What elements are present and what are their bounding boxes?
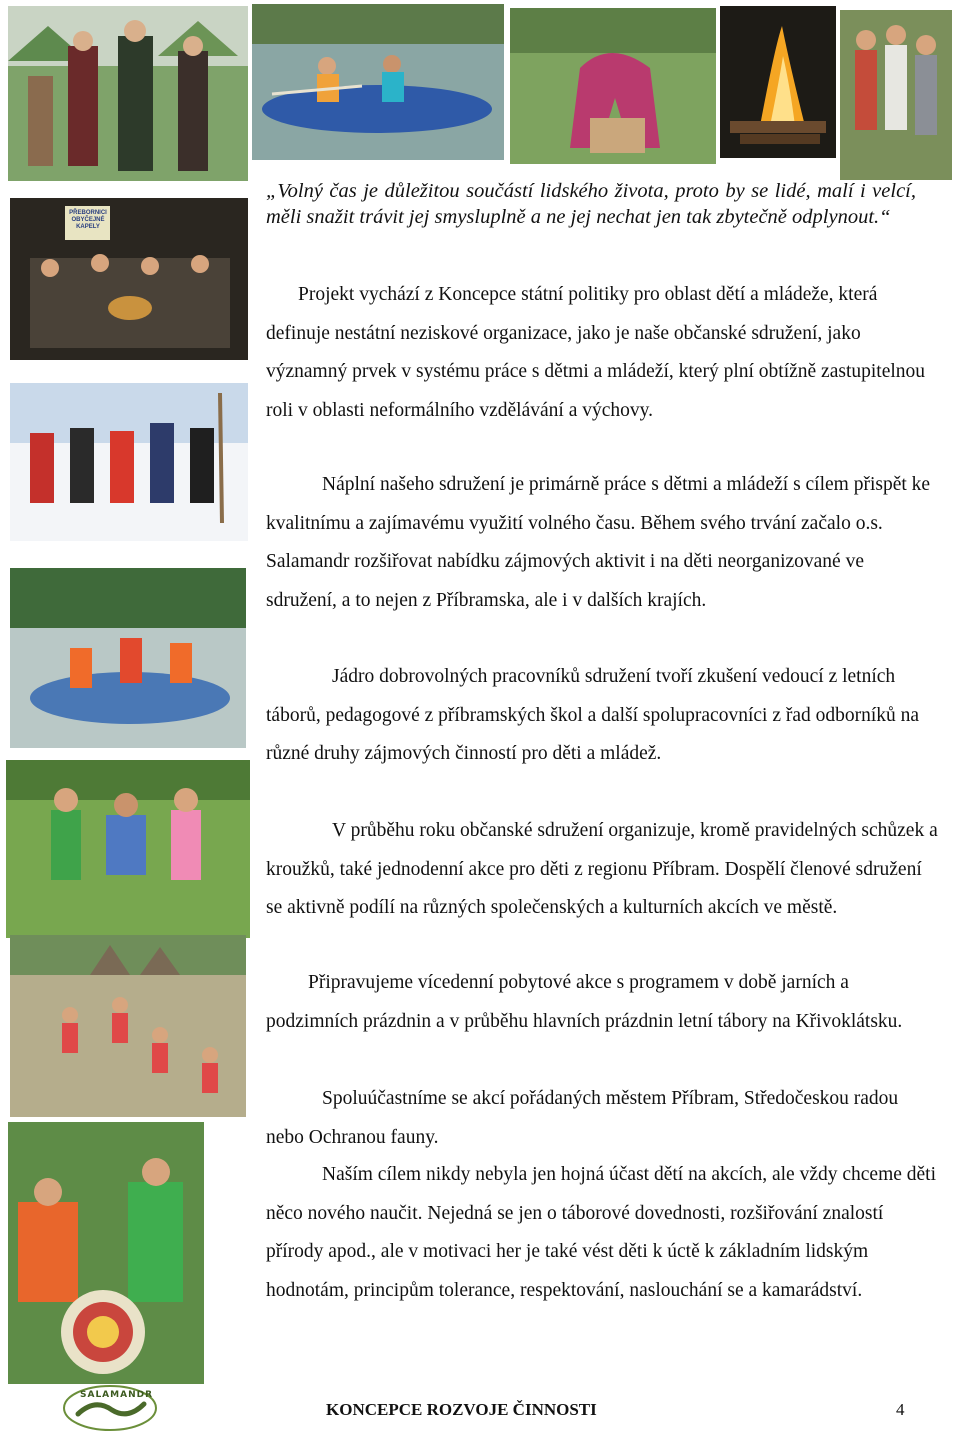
paragraph-1-text: Projekt vychází z Koncepce státní politiky pro oblast dětí a mládeže, která definuje nestátní neziskové organizace, jako je naše občanské sdružení, jako významný prvek v systému práce s dětmi a mládeží, který plní obtížně zastupitelnou roli v oblasti neformálního vzdělávání a výchovy. (266, 284, 926, 421)
photo-rafting (10, 568, 246, 748)
paragraph-5 (266, 964, 938, 1041)
photo-kids-playing-lawn (6, 760, 250, 938)
photo-outdoor-game (510, 8, 716, 164)
logo-text: SALAMANDR (80, 1390, 154, 1400)
paragraph-2 (266, 466, 938, 620)
photo-winter-skiers (10, 383, 248, 541)
paragraph-6-text: Spoluúčastníme se akcí pořádaných městem Příbram, Středočeskou radou nebo Ochranou fauny. (266, 1088, 899, 1148)
paragraph-2-text: Náplní našeho sdružení je primárně práce s dětmi a mládeží s cílem přispět ke kvalitnímu a zajímavému využití volného času. Během svého trvání začalo o.s. Salamandr rozšiřovat nabídku zájmových aktivit i na děti neorganizované ve sdružení, a to nejen z Příbramska, ale i v dalších krajích. (266, 474, 931, 611)
paragraph-3-text: Jádro dobrovolných pracovníků sdružení tvoří zkušení vedoucí z letních táborů, pedagogové z příbramských škol a další spolupracovníci z řad odborníků na různé druhy zájmových činností pro děti a mládež. (266, 666, 920, 764)
photo-band-performance (10, 198, 248, 360)
photo-kids-line-camp (10, 935, 246, 1117)
photo-kids-painting (8, 1122, 204, 1384)
paragraph-7 (266, 1156, 938, 1310)
photo-medieval-festival (8, 6, 248, 181)
salamandr-logo (60, 1380, 160, 1435)
paragraph-5-text: Připravujeme vícedenní pobytové akce s programem v době jarních a podzimních prázdnin a v průběhu hlavních prázdnin letní tábory na Křivoklátsku. (266, 972, 903, 1032)
footer-title: KONCEPCE ROZVOJE ČINNOSTI (326, 1400, 597, 1419)
photo-kids-group-outdoor (840, 10, 952, 180)
page-number: 4 (896, 1400, 905, 1419)
paragraph-4-text: V průběhu roku občanské sdružení organizuje, kromě pravidelných schůzek a kroužků, také jednodenní akce pro děti z regionu Příbram. Dospělí členové sdružení se aktivně podílí na různých společenských a kulturních akcích ve městě. (266, 820, 938, 918)
opening-quote: „Volný čas je důležitou součástí lidského života, proto by se lidé, malí i velcí, měli snažit trávit jej smysluplně a ne jej nechat jen tak zbytečně odplynout.“ (266, 180, 916, 228)
paragraph-1 (266, 276, 938, 430)
paragraph-6 (266, 1080, 938, 1157)
paragraph-4 (266, 812, 938, 928)
paragraph-3 (266, 658, 938, 774)
photo-campfire (720, 6, 836, 158)
paragraph-7-text: Naším cílem nikdy nebyla jen hojná účast dětí na akcích, ale vždy chceme děti něco nového naučit. Nejedná se jen o táborové dovednosti, rozšiřování znalostí přírody apod., ale v motivaci her je také vést děti k úctě k základním lidským hodnotám, principům tolerance, respektování, naslouchání se a kamarádství. (266, 1164, 937, 1301)
band-banner: PŘEBORNICI OBYČEJNÉ KAPELY (69, 210, 107, 230)
photo-canoe-river (252, 4, 504, 160)
